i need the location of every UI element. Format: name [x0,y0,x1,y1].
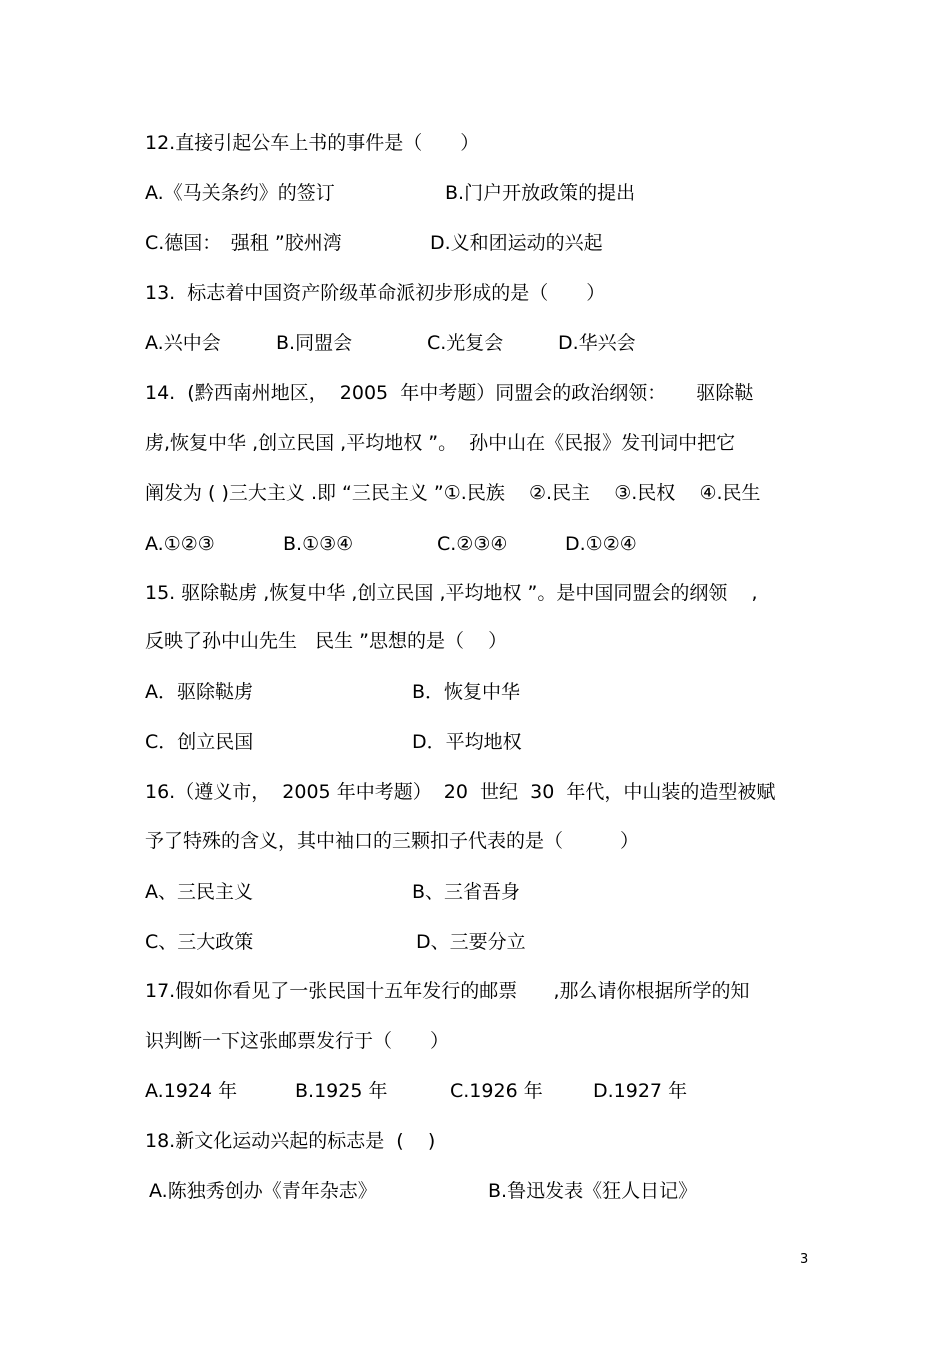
question-18-stem: 18.新文化运动兴起的标志是 ( ) [145,1130,436,1152]
question-17-option-b: B.1925 年 [295,1080,388,1102]
question-16-option-c: C、三大政策 [145,931,254,953]
question-13-option-c: C.光复会 [427,332,504,354]
question-15-option-a: A．驱除鞑虏 [145,681,253,703]
question-16-stem-line-2: 予了特殊的含义，其中袖口的三颗扣子代表的是（ ） [145,830,640,852]
question-15-stem-line-1: 15. 驱除鞑虏 ,恢复中华 ,创立民国 ,平均地权 ”。是中国同盟会的纲领 , [145,582,758,604]
question-17-stem-line-1: 17.假如你看见了一张民国十五年发行的邮票 ,那么请你根据所学的知 [145,980,750,1002]
question-14-option-b: B.①③④ [283,533,354,555]
question-13-stem: 13. 标志着中国资产阶级革命派初步形成的是（ ） [145,282,606,304]
question-15-option-b: B．恢复中华 [412,681,521,703]
question-17-option-a: A.1924 年 [145,1080,238,1102]
question-13-option-a: A.兴中会 [145,332,221,354]
question-16-option-d: D、三要分立 [416,931,526,953]
question-15-option-d: D．平均地权 [412,731,522,753]
question-14-stem-line-2: 虏,恢复中华 ,创立民国 ,平均地权 ”。 孙中山在《民报》发刊词中把它 [145,432,736,454]
question-16-option-b: B、三省吾身 [412,881,521,903]
question-12-option-a: A.《马关条约》的签订 [145,182,335,204]
question-12-stem: 12.直接引起公车上书的事件是（ ） [145,132,480,154]
question-18-option-b: B.鲁迅发表《狂人日记》 [488,1180,698,1202]
question-17-option-c: C.1926 年 [450,1080,543,1102]
question-16-option-a: A、三民主义 [145,881,253,903]
page-number: 3 [800,1252,809,1267]
question-14-option-c: C.②③④ [437,533,508,555]
question-14-option-d: D.①②④ [565,533,637,555]
question-15-stem-line-2: 反映了孙中山先生 民生 ”思想的是（ ） [145,630,508,652]
question-14-option-a: A.①②③ [145,533,215,555]
question-16-stem-line-1: 16.（遵义市， 2005 年中考题） 20 世纪 30 年代，中山装的造型被赋 [145,781,776,803]
question-13-option-b: B.同盟会 [276,332,353,354]
question-17-option-d: D.1927 年 [593,1080,688,1102]
question-13-option-d: D.华兴会 [558,332,636,354]
question-17-stem-line-2: 识判断一下这张邮票发行于（ ） [145,1030,450,1052]
question-18-option-a: A.陈独秀创办《青年杂志》 [149,1180,377,1202]
question-12-option-c: C.德国： 强租 ”胶州湾 [145,232,342,254]
question-14-stem-line-3: 阐发为 ( )三大主义 .即 “三民主义 ”①.民族 ②.民主 ③.民权 ④.民生 [145,482,761,504]
question-12-option-b: B.门户开放政策的提出 [445,182,636,204]
question-15-option-c: C．创立民国 [145,731,254,753]
question-12-option-d: D.义和团运动的兴起 [430,232,603,254]
question-14-stem-line-1: 14. (黔西南州地区， 2005 年中考题）同盟会的政治纲领： 驱除鞑 [145,382,754,404]
